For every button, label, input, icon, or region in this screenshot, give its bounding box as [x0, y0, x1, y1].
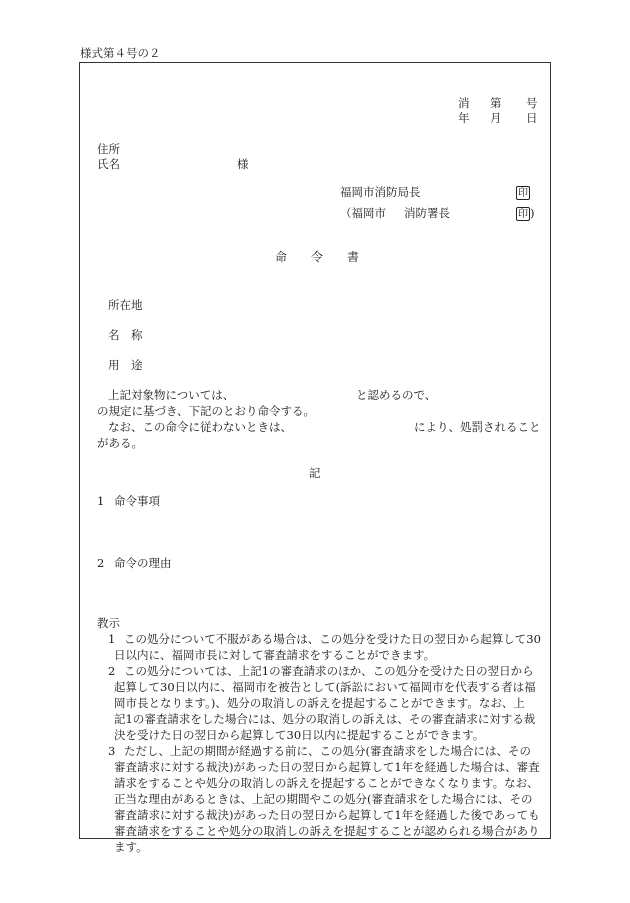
- section-1-label: 命令事項: [114, 494, 160, 508]
- seal-stamp-1: 印: [518, 188, 528, 199]
- field-name-2: 称: [131, 328, 143, 342]
- notice-item-2-line-3: 岡市長となります。)、処分の取消しの訴えを提起することができます。なお、上: [114, 696, 525, 710]
- number-line-1: 消: [458, 96, 470, 110]
- body-line-3b: により、処罰されること: [414, 420, 541, 434]
- body-line-4: がある。: [97, 436, 143, 450]
- notice-item-3-line-7: ます。: [114, 840, 148, 854]
- notice-item-2-line-5: 決を受けた日の翌日から起算して30日以内に提起することができます。: [114, 728, 485, 742]
- body-line-1a: 上記対象物については、: [108, 388, 235, 402]
- seal-close-paren: ): [530, 206, 535, 220]
- body-line-1b: と認めるので、: [356, 388, 437, 402]
- seal-2: [516, 205, 535, 221]
- field-name-1: 名: [108, 328, 120, 342]
- number-line-2: 第: [490, 96, 502, 110]
- notice-item-1-line-2: 日以内に、福岡市長に対して審査請求をすることができます。: [114, 648, 436, 662]
- notice-item-1-line-1: この処分について不服がある場合は、この処分を受けた日の翌日から起算して30: [124, 632, 541, 646]
- notice-item-1-num: 1: [108, 632, 116, 646]
- address-label: 住所: [97, 142, 120, 156]
- notice-item-3-num: 3: [108, 744, 116, 758]
- section-2-label: 命令の理由: [114, 556, 172, 570]
- notice-item-2-line-2: 起算して30日以内に、福岡市を被告として(訴訟において福岡市を代表する者は福: [114, 680, 536, 694]
- issuer-line-2-open: （福岡市: [340, 206, 386, 220]
- name-label: 氏名: [97, 157, 120, 171]
- notice-item-3-line-1: ただし、上記の期間が経過する前に、この処分(審査請求をした場合には、その: [124, 744, 531, 758]
- seal-1: [516, 184, 530, 200]
- issuer-line-2-title: 消防署長: [404, 206, 450, 220]
- notice-item-3-line-3: 請求をすることや処分の取消しの訴えを提起することができなくなります。なお、: [114, 776, 539, 790]
- field-use-1: 用: [108, 358, 120, 372]
- section-2-num: 2: [97, 556, 105, 570]
- title-char-2: 令: [311, 250, 324, 264]
- number-line-3: 号: [526, 96, 538, 110]
- date-month: 月: [490, 111, 502, 125]
- body-line-2: の規定に基づき、下記のとおり命令する。: [97, 404, 316, 418]
- field-location: 所在地: [108, 298, 143, 312]
- notice-heading: 教示: [97, 616, 120, 630]
- notice-item-3-line-2: 審査請求に対する裁決)があった日の翌日から起算して1年を経過した場合は、審査: [114, 760, 540, 774]
- field-use-2: 途: [131, 358, 143, 372]
- title-char-3: 書: [347, 250, 360, 264]
- section-1-num: 1: [97, 494, 105, 508]
- honorific: 様: [237, 157, 249, 171]
- notice-item-2-line-4: 記1の審査請求をした場合には、処分の取消しの訴えは、その審査請求に対する裁: [114, 712, 536, 726]
- issuer-line-1: 福岡市消防局長: [340, 185, 421, 199]
- date-year: 年: [458, 111, 470, 125]
- title-char-1: 命: [275, 250, 288, 264]
- notice-item-3-line-5: 審査請求に対する裁決)があった日の翌日から起算して1年を経過した後であっても: [114, 808, 540, 822]
- date-day: 日: [526, 111, 538, 125]
- notice-item-3-line-6: 審査請求をすることや処分の取消しの訴えを提起することが認められる場合があり: [114, 824, 540, 838]
- notice-item-2-line-1: この処分については、上記1の審査請求のほか、この処分を受けた日の翌日から: [124, 664, 534, 678]
- body-line-3a: なお、この命令に従わないときは、: [108, 420, 292, 434]
- record-label: 記: [309, 466, 321, 480]
- notice-item-2-num: 2: [108, 664, 116, 678]
- seal-stamp-2: 印: [518, 209, 528, 220]
- notice-item-3-line-4: 正当な理由があるときは、上記の期間やこの処分(審査請求をした場合には、その: [114, 792, 533, 806]
- form-number: 様式第４号の２: [80, 46, 161, 60]
